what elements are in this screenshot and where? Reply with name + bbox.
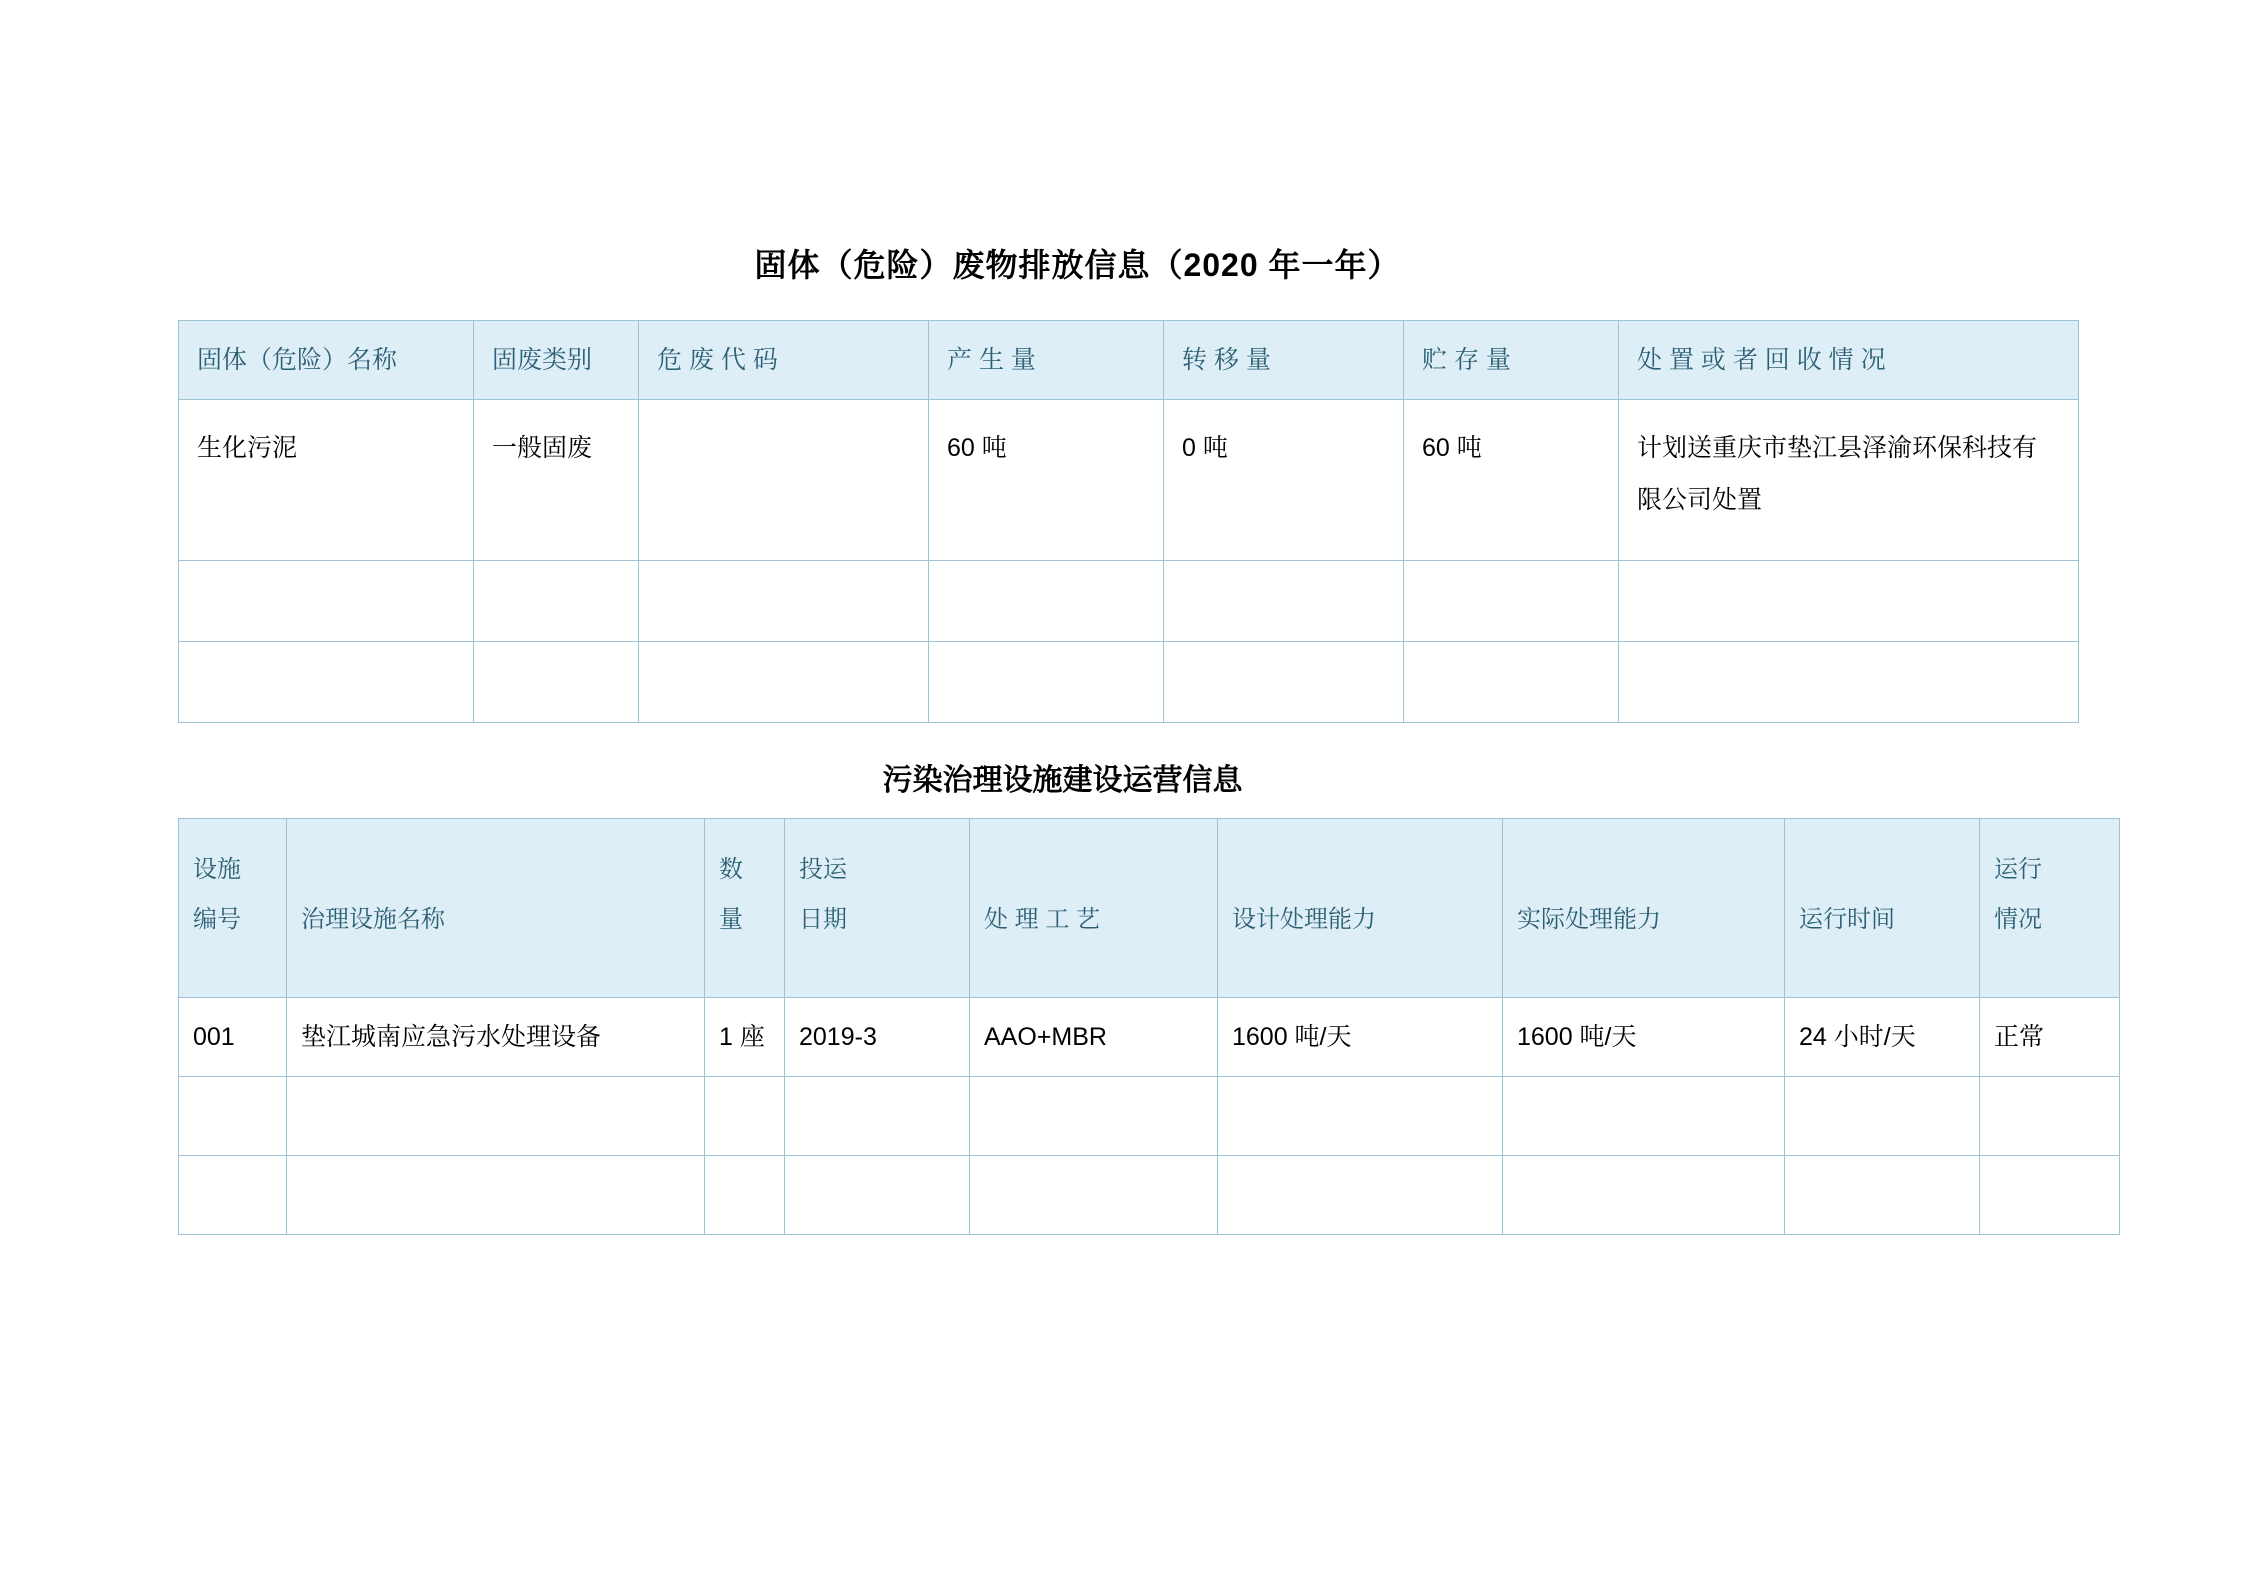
- col-header-runtime: 运行时间: [1785, 819, 1980, 998]
- col-header-status: [1980, 819, 2120, 998]
- cell-transferred-amount: [1164, 642, 1404, 723]
- cell-generated-amount: [929, 642, 1164, 723]
- cell-process: [970, 1077, 1218, 1156]
- cell-facility-id: 001: [179, 998, 287, 1077]
- col-header-generated-amount: 产 生 量: [929, 321, 1164, 400]
- col-header-disposal-info: 处 置 或 者 回 收 情 况: [1619, 321, 2079, 400]
- cell-facility-id: [179, 1077, 287, 1156]
- cell-waste-code: [639, 642, 929, 723]
- col-header-commission-date-line1: 投运: [799, 856, 847, 883]
- cell-commission-date: [785, 1077, 970, 1156]
- cell-waste-category: [474, 642, 639, 723]
- cell-waste-name: [179, 561, 474, 642]
- facility-section-title: [0, 755, 2245, 799]
- cell-facility-name: [287, 1077, 705, 1156]
- col-header-waste-category: 固废类别: [474, 321, 639, 400]
- cell-actual-capacity: 1600 吨/天: [1503, 998, 1785, 1077]
- col-header-actual-capacity: 实际处理能力: [1503, 819, 1785, 998]
- cell-transferred-amount: [1164, 561, 1404, 642]
- col-header-facility-id-line2: 编号: [193, 906, 241, 933]
- cell-design-capacity: 1600 吨/天: [1218, 998, 1503, 1077]
- col-header-facility-id-line1: 设施: [193, 856, 241, 883]
- cell-waste-code: [639, 561, 929, 642]
- table-row: [179, 400, 2079, 561]
- table-row: [179, 561, 2079, 642]
- cell-design-capacity: [1218, 1077, 1503, 1156]
- table-row: [179, 998, 2120, 1077]
- cell-actual-capacity: [1503, 1156, 1785, 1235]
- cell-transferred-amount: 0 吨: [1164, 400, 1404, 561]
- cell-actual-capacity: [1503, 1077, 1785, 1156]
- cell-design-capacity: [1218, 1156, 1503, 1235]
- cell-waste-category: [474, 561, 639, 642]
- cell-process: AAO+MBR: [970, 998, 1218, 1077]
- cell-facility-name: 垫江城南应急污水处理设备: [287, 998, 705, 1077]
- facility-section-title-text: 污染治理设施建设运营信息: [882, 764, 1243, 797]
- cell-stored-amount: [1404, 561, 1619, 642]
- cell-runtime: 24 小时/天: [1785, 998, 1980, 1077]
- col-header-quantity: [705, 819, 785, 998]
- cell-stored-amount: [1404, 642, 1619, 723]
- col-header-quantity-line2: 量: [719, 906, 743, 933]
- col-header-commission-date: [785, 819, 970, 998]
- col-header-status-line2: 情况: [1994, 906, 2042, 933]
- cell-quantity: [705, 1077, 785, 1156]
- cell-quantity: 1 座: [705, 998, 785, 1077]
- col-header-transferred-amount: 转 移 量: [1164, 321, 1404, 400]
- cell-facility-id: [179, 1156, 287, 1235]
- col-header-status-line1: 运行: [1994, 856, 2042, 883]
- pollution-facility-table: [178, 818, 2120, 1235]
- cell-waste-category: 一般固废: [474, 400, 639, 561]
- cell-quantity: [705, 1156, 785, 1235]
- cell-waste-name: 生化污泥: [179, 400, 474, 561]
- col-header-design-capacity: 设计处理能力: [1218, 819, 1503, 998]
- cell-disposal-info: [1619, 561, 2079, 642]
- solid-waste-table-header-row: [179, 321, 2079, 400]
- cell-stored-amount: 60 吨: [1404, 400, 1619, 561]
- cell-disposal-info: [1619, 642, 2079, 723]
- table-row: [179, 1156, 2120, 1235]
- solid-waste-table: [178, 320, 2079, 723]
- cell-status: [1980, 1077, 2120, 1156]
- cell-waste-name: [179, 642, 474, 723]
- cell-commission-date: [785, 1156, 970, 1235]
- col-header-facility-id: [179, 819, 287, 998]
- col-header-facility-name: 治理设施名称: [287, 819, 705, 998]
- col-header-quantity-line1: 数: [719, 856, 743, 883]
- col-header-stored-amount: 贮 存 量: [1404, 321, 1619, 400]
- cell-runtime: [1785, 1156, 1980, 1235]
- cell-status: [1980, 1156, 2120, 1235]
- cell-facility-name: [287, 1156, 705, 1235]
- cell-generated-amount: 60 吨: [929, 400, 1164, 561]
- cell-status: 正常: [1980, 998, 2120, 1077]
- cell-commission-date: 2019-3: [785, 998, 970, 1077]
- cell-generated-amount: [929, 561, 1164, 642]
- facility-table-header-row: [179, 819, 2120, 998]
- solid-waste-section-title: [0, 240, 2245, 286]
- col-header-waste-code: 危 废 代 码: [639, 321, 929, 400]
- table-row: [179, 642, 2079, 723]
- col-header-waste-name: 固体（危险）名称: [179, 321, 474, 400]
- col-header-process: 处 理 工 艺: [970, 819, 1218, 998]
- col-header-commission-date-line2: 日期: [799, 906, 847, 933]
- cell-waste-code: [639, 400, 929, 561]
- cell-process: [970, 1156, 1218, 1235]
- table-row: [179, 1077, 2120, 1156]
- cell-disposal-info: 计划送重庆市垫江县泽渝环保科技有限公司处置: [1619, 400, 2079, 561]
- solid-waste-section-title-text: 固体（危险）废物排放信息（2020 年一年）: [754, 247, 1401, 283]
- cell-runtime: [1785, 1077, 1980, 1156]
